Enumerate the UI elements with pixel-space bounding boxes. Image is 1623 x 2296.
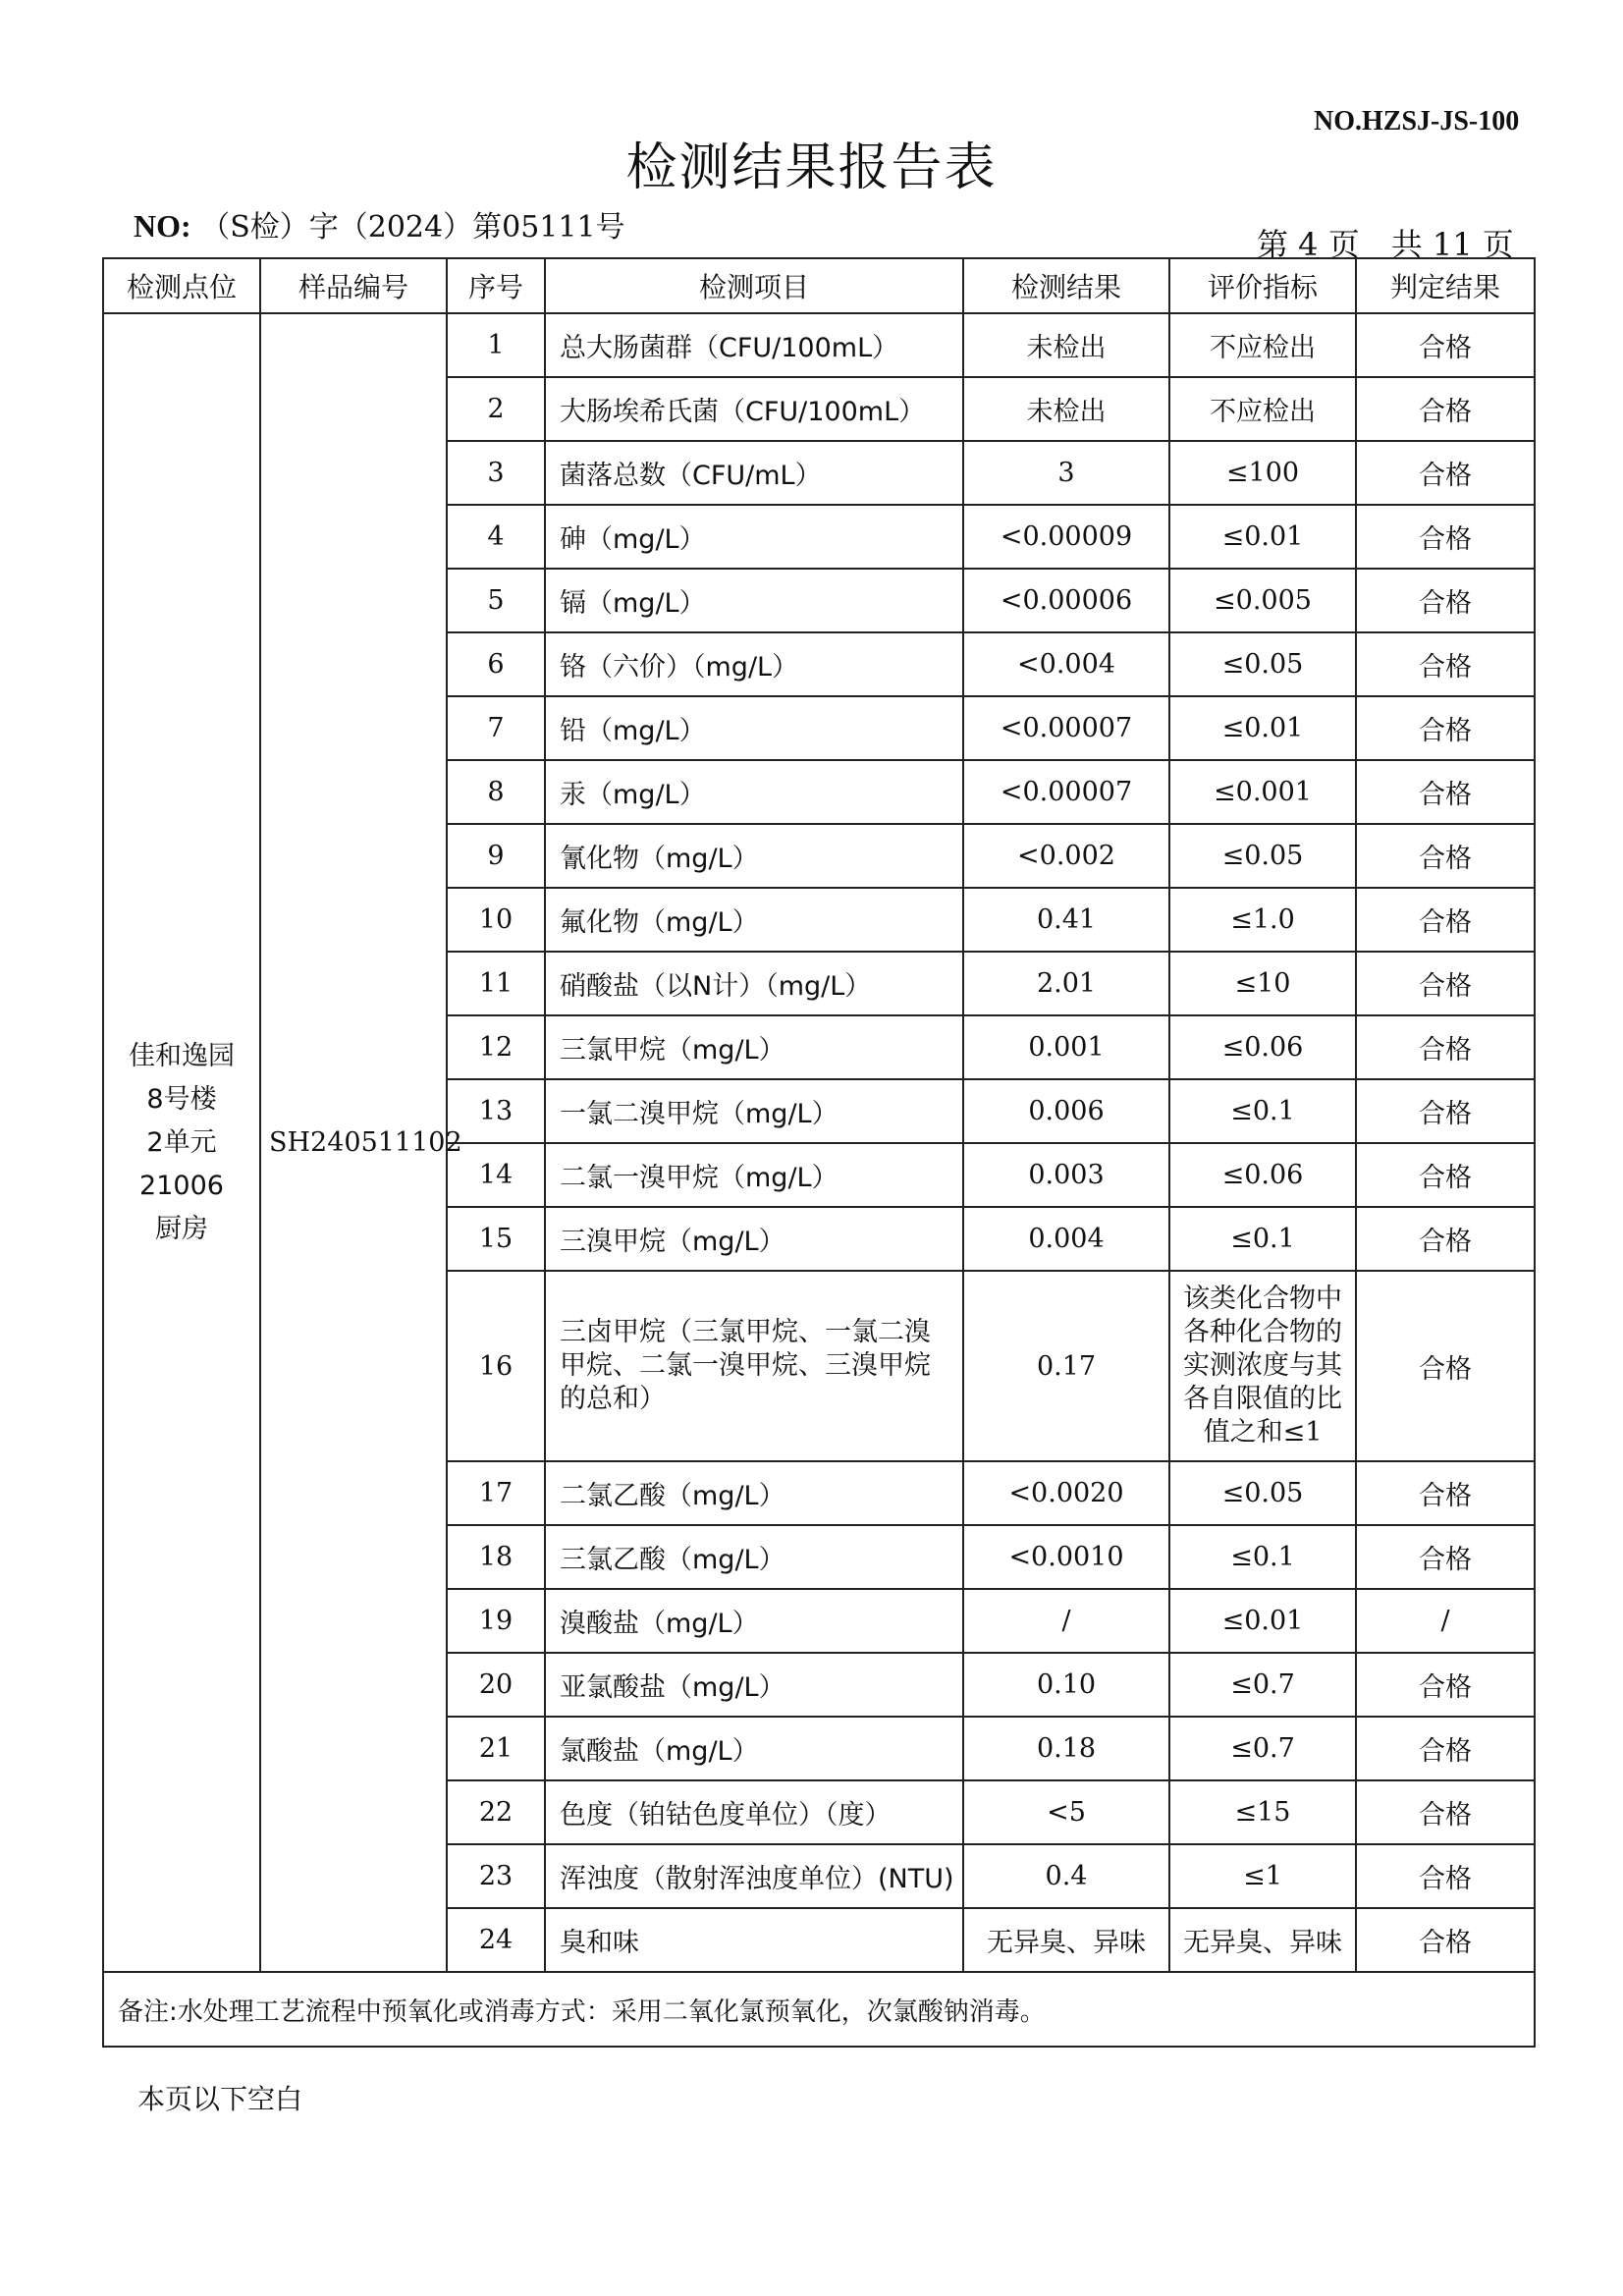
judgement-cell: 合格: [1356, 1271, 1535, 1461]
location-line: 佳和逸园: [129, 1040, 235, 1071]
judgement-cell: 合格: [1356, 377, 1535, 441]
item-cell: 镉（mg/L）: [545, 569, 963, 632]
standard-cell: ≤0.01: [1169, 505, 1356, 569]
result-cell: 0.006: [963, 1079, 1169, 1143]
item-cell: 总大肠菌群（CFU/100mL）: [545, 313, 963, 377]
header-result: 检测结果: [963, 258, 1169, 313]
item-cell: 三溴甲烷（mg/L）: [545, 1207, 963, 1271]
standard-cell: ≤1: [1169, 1844, 1356, 1908]
judgement-cell: 合格: [1356, 441, 1535, 505]
table-body: [103, 313, 1535, 1972]
result-cell: /: [963, 1589, 1169, 1653]
seq-cell: 6: [447, 632, 545, 696]
seq-cell: 1: [447, 313, 545, 377]
header-standard: 评价指标: [1169, 258, 1356, 313]
item-cell: 菌落总数（CFU/mL）: [545, 441, 963, 505]
judgement-cell: 合格: [1356, 760, 1535, 824]
standard-cell: ≤0.05: [1169, 824, 1356, 888]
location-cell: [103, 313, 260, 1972]
sample-no-cell: SH240511102: [260, 313, 447, 1972]
standard-cell: 该类化合物中各种化合物的实测浓度与其各自限值的比值之和≤1: [1169, 1271, 1356, 1461]
seq-cell: 21: [447, 1717, 545, 1780]
judgement-cell: 合格: [1356, 1015, 1535, 1079]
standard-cell: ≤0.01: [1169, 696, 1356, 760]
result-cell: 无异臭、异味: [963, 1908, 1169, 1972]
result-cell: 0.17: [963, 1271, 1169, 1461]
item-cell: 氟化物（mg/L）: [545, 888, 963, 952]
table-header-row: [103, 258, 1535, 313]
item-cell: 二氯一溴甲烷（mg/L）: [545, 1143, 963, 1207]
item-cell: 大肠埃希氏菌（CFU/100mL）: [545, 377, 963, 441]
result-cell: 0.10: [963, 1653, 1169, 1717]
seq-cell: 7: [447, 696, 545, 760]
location-line: 21006: [139, 1170, 224, 1201]
standard-cell: 无异臭、异味: [1169, 1908, 1356, 1972]
standard-cell: ≤0.1: [1169, 1525, 1356, 1589]
result-cell: 2.01: [963, 952, 1169, 1015]
result-cell: <0.00007: [963, 696, 1169, 760]
item-cell: 浑浊度（散射浑浊度单位）(NTU): [545, 1844, 963, 1908]
judgement-cell: 合格: [1356, 824, 1535, 888]
seq-cell: 12: [447, 1015, 545, 1079]
seq-cell: 17: [447, 1461, 545, 1525]
item-cell: 三氯甲烷（mg/L）: [545, 1015, 963, 1079]
header-location: 检测点位: [103, 258, 260, 313]
result-cell: 0.001: [963, 1015, 1169, 1079]
result-cell: <0.00007: [963, 760, 1169, 824]
result-cell: 未检出: [963, 313, 1169, 377]
item-cell: 二氯乙酸（mg/L）: [545, 1461, 963, 1525]
note-row: [103, 1972, 1535, 2047]
seq-cell: 16: [447, 1271, 545, 1461]
standard-cell: ≤0.06: [1169, 1143, 1356, 1207]
standard-cell: ≤0.06: [1169, 1015, 1356, 1079]
seq-cell: 15: [447, 1207, 545, 1271]
header-sample-no: 样品编号: [260, 258, 447, 313]
judgement-cell: 合格: [1356, 1079, 1535, 1143]
seq-cell: 10: [447, 888, 545, 952]
item-cell: 臭和味: [545, 1908, 963, 1972]
standard-cell: ≤0.05: [1169, 632, 1356, 696]
judgement-cell: /: [1356, 1589, 1535, 1653]
seq-cell: 8: [447, 760, 545, 824]
seq-cell: 3: [447, 441, 545, 505]
item-cell: 铅（mg/L）: [545, 696, 963, 760]
result-cell: <0.0020: [963, 1461, 1169, 1525]
header-judgement: 判定结果: [1356, 258, 1535, 313]
item-cell: 汞（mg/L）: [545, 760, 963, 824]
item-cell: 亚氯酸盐（mg/L）: [545, 1653, 963, 1717]
standard-cell: ≤15: [1169, 1780, 1356, 1844]
result-cell: 0.4: [963, 1844, 1169, 1908]
result-cell: <0.00006: [963, 569, 1169, 632]
judgement-cell: 合格: [1356, 569, 1535, 632]
standard-cell: ≤0.001: [1169, 760, 1356, 824]
item-cell: 三氯乙酸（mg/L）: [545, 1525, 963, 1589]
results-table-container: [102, 257, 1534, 2048]
seq-cell: 9: [447, 824, 545, 888]
seq-cell: 14: [447, 1143, 545, 1207]
page-title: 检测结果报告表: [625, 138, 998, 197]
judgement-cell: 合格: [1356, 1461, 1535, 1525]
seq-cell: 19: [447, 1589, 545, 1653]
table-row: [103, 313, 1535, 377]
standard-cell: ≤10: [1169, 952, 1356, 1015]
standard-cell: ≤0.05: [1169, 1461, 1356, 1525]
item-cell: 一氯二溴甲烷（mg/L）: [545, 1079, 963, 1143]
item-cell: 氯酸盐（mg/L）: [545, 1717, 963, 1780]
result-cell: <0.002: [963, 824, 1169, 888]
standard-cell: ≤100: [1169, 441, 1356, 505]
standard-cell: 不应检出: [1169, 377, 1356, 441]
judgement-cell: 合格: [1356, 1525, 1535, 1589]
seq-cell: 5: [447, 569, 545, 632]
judgement-cell: 合格: [1356, 1207, 1535, 1271]
judgement-cell: 合格: [1356, 1717, 1535, 1780]
item-cell: 溴酸盐（mg/L）: [545, 1589, 963, 1653]
document-code: NO.HZSJ-JS-100: [1314, 106, 1520, 137]
result-cell: <0.0010: [963, 1525, 1169, 1589]
seq-cell: 13: [447, 1079, 545, 1143]
item-cell: 铬（六价）（mg/L）: [545, 632, 963, 696]
judgement-cell: 合格: [1356, 1143, 1535, 1207]
seq-cell: 18: [447, 1525, 545, 1589]
seq-cell: 4: [447, 505, 545, 569]
result-cell: 未检出: [963, 377, 1169, 441]
seq-cell: 22: [447, 1780, 545, 1844]
seq-cell: 11: [447, 952, 545, 1015]
location-line: 8号楼: [146, 1083, 217, 1115]
result-cell: 0.18: [963, 1717, 1169, 1780]
judgement-cell: 合格: [1356, 696, 1535, 760]
header-item: 检测项目: [545, 258, 963, 313]
result-cell: <0.00009: [963, 505, 1169, 569]
result-cell: 0.003: [963, 1143, 1169, 1207]
item-cell: 三卤甲烷（三氯甲烷、一氯二溴甲烷、二氯一溴甲烷、三溴甲烷的总和）: [545, 1271, 963, 1461]
result-cell: 0.004: [963, 1207, 1169, 1271]
item-cell: 氰化物（mg/L）: [545, 824, 963, 888]
judgement-cell: 合格: [1356, 1780, 1535, 1844]
standard-cell: ≤0.01: [1169, 1589, 1356, 1653]
report-number: [134, 202, 625, 246]
standard-cell: ≤0.7: [1169, 1717, 1356, 1780]
page-footer-note: 本页以下空白: [137, 2083, 303, 2115]
report-number-prefix: NO:: [134, 208, 191, 244]
standard-cell: ≤0.005: [1169, 569, 1356, 632]
seq-cell: 2: [447, 377, 545, 441]
seq-cell: 24: [447, 1908, 545, 1972]
judgement-cell: 合格: [1356, 1908, 1535, 1972]
report-number-text: （S检）字（2024）第05111号: [200, 210, 625, 245]
header-seq: 序号: [447, 258, 545, 313]
standard-cell: ≤0.7: [1169, 1653, 1356, 1717]
result-cell: <5: [963, 1780, 1169, 1844]
location-line: 2单元: [146, 1126, 217, 1158]
judgement-cell: 合格: [1356, 1653, 1535, 1717]
result-cell: 0.41: [963, 888, 1169, 952]
item-cell: 硝酸盐（以N计）（mg/L）: [545, 952, 963, 1015]
judgement-cell: 合格: [1356, 952, 1535, 1015]
judgement-cell: 合格: [1356, 313, 1535, 377]
seq-cell: 20: [447, 1653, 545, 1717]
results-table: [102, 257, 1536, 2048]
location-line: 厨房: [155, 1213, 208, 1244]
standard-cell: 不应检出: [1169, 313, 1356, 377]
standard-cell: ≤0.1: [1169, 1207, 1356, 1271]
result-cell: <0.004: [963, 632, 1169, 696]
page-indicator: 第 4 页 共 11 页: [1257, 226, 1514, 263]
note-cell: 备注:水处理工艺流程中预氧化或消毒方式：采用二氧化氯预氧化，次氯酸钠消毒。: [103, 1972, 1535, 2047]
judgement-cell: 合格: [1356, 888, 1535, 952]
judgement-cell: 合格: [1356, 1844, 1535, 1908]
standard-cell: ≤0.1: [1169, 1079, 1356, 1143]
standard-cell: ≤1.0: [1169, 888, 1356, 952]
result-cell: 3: [963, 441, 1169, 505]
seq-cell: 23: [447, 1844, 545, 1908]
item-cell: 色度（铂钴色度单位）（度）: [545, 1780, 963, 1844]
judgement-cell: 合格: [1356, 632, 1535, 696]
judgement-cell: 合格: [1356, 505, 1535, 569]
item-cell: 砷（mg/L）: [545, 505, 963, 569]
